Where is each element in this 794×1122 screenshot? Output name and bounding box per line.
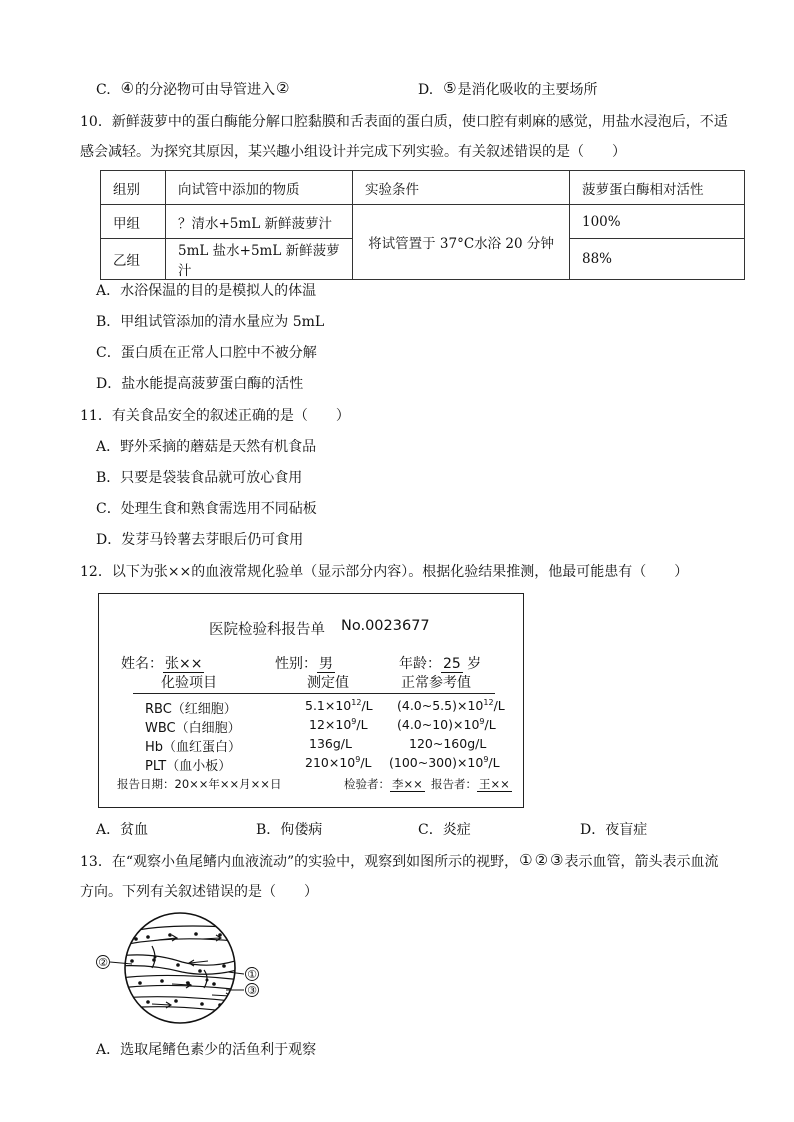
- reporter-label: 报告者：: [431, 777, 477, 791]
- figure-label-3: ③: [247, 984, 257, 997]
- table-cell-activity: 88%: [570, 239, 745, 280]
- report-item-name: Hb（血红蛋白）: [145, 740, 242, 755]
- q12-option-d: D．夜盲症: [580, 822, 648, 838]
- q11-stem: 11．有关食品安全的叙述正确的是（ ）: [80, 408, 350, 424]
- label-line-2: [110, 962, 132, 964]
- report-item-value: $210\times 10^9/L$: [305, 754, 372, 770]
- report-item-ref: 120~160g/L: [409, 736, 487, 751]
- report-item-ref: $(100\sim 300)\times 10^9/L$: [389, 754, 500, 770]
- q13-stem-line1: 13．在“观察小鱼尾鳍内血液流动”的实验中，观察到如图所示的视野，① ② ③表示血管，箭头表示血流: [80, 851, 719, 870]
- table-header-cell: 实验条件: [353, 171, 570, 205]
- report-divider: [133, 693, 495, 694]
- lab-report-card: [98, 593, 524, 808]
- report-date: 报告日期：20××年××月××日: [117, 777, 282, 791]
- report-item-ref: $(4.0\sim 10)\times 10^9/L$: [397, 716, 496, 732]
- patient-age-field: [399, 653, 481, 673]
- q10-option-b: B．甲组试管添加的清水量应为 5mL: [96, 314, 325, 330]
- name-label: 姓名：: [121, 656, 163, 672]
- inspector-name: 李××: [392, 777, 423, 791]
- table-cell-condition: 将试管置于 37°C水浴 20 分钟: [353, 205, 570, 280]
- report-item-ref: $(4.0\sim 5.5)\times 10^{12}/L$: [397, 697, 505, 713]
- q10-option-a: A．水浴保温的目的是模拟人的体温: [96, 283, 317, 299]
- report-item-name: PLT（血小板）: [145, 759, 232, 774]
- q10-option-d: D．盐水能提高菠萝蛋白酶的活性: [96, 376, 304, 392]
- q9-option-c: C. ④的分泌物可由导管进入②: [96, 79, 290, 98]
- experiment-table: [100, 170, 745, 280]
- table-header-row: [101, 171, 745, 205]
- microscope-view-figure: [92, 912, 272, 1024]
- table-row: [101, 205, 745, 239]
- report-item-value: $5.1\times 10^{12}/L$: [305, 697, 373, 713]
- q10-option-c: C．蛋白质在正常人口腔中不被分解: [96, 345, 317, 361]
- table-cell-substance: ？清水+5mL 新鲜菠萝汁: [166, 205, 353, 239]
- field-of-view-circle: [125, 913, 235, 1023]
- table-cell-activity: 100%: [570, 205, 745, 239]
- table-header-cell: 向试管中添加的物质: [166, 171, 353, 205]
- report-title: 医院检验科报告单: [209, 622, 325, 638]
- q9-option-d: D. ⑤是消化吸收的主要场所: [418, 79, 598, 98]
- patient-sex: 男: [319, 656, 333, 672]
- reporter-name: 王××: [479, 777, 510, 791]
- table-header-cell: 组别: [101, 171, 166, 205]
- q10-stem-line1: 10．新鲜菠萝中的蛋白酶能分解口腔黏膜和舌表面的蛋白质，使口腔有刺麻的感觉，用盐水浸泡后，不适: [80, 114, 728, 130]
- q12-option-c: C．炎症: [418, 822, 471, 838]
- figure-label-2: ②: [98, 956, 108, 969]
- table-cell-group: 乙组: [101, 239, 166, 280]
- col-ref-header: 正常参考值: [401, 675, 471, 691]
- patient-age: 25: [443, 656, 461, 672]
- reporter-field: [431, 776, 512, 792]
- q13-option-a: A．选取尾鳍色素少的活鱼利于观察: [96, 1042, 317, 1058]
- table-cell-substance: 5mL 盐水+5mL 新鲜菠萝汁: [166, 239, 353, 280]
- q11-option-b: B．只要是袋装食品就可放心食用: [96, 470, 303, 486]
- sex-label: 性别：: [275, 656, 317, 672]
- q11-option-a: A．野外采摘的蘑菇是天然有机食品: [96, 439, 317, 455]
- patient-name: 张××: [165, 656, 203, 672]
- report-item-name: WBC（白细胞）: [145, 721, 241, 736]
- report-item-value: $12\times 10^9/L$: [309, 716, 368, 732]
- col-value-header: 测定值: [307, 675, 349, 691]
- age-unit: 岁: [467, 656, 482, 672]
- inspector-label: 检验者：: [344, 777, 390, 791]
- report-item-value: 136g/L: [309, 736, 352, 751]
- inspector-field: [344, 776, 425, 792]
- report-item-name: RBC（红细胞）: [145, 702, 237, 717]
- col-item-header: 化验项目: [161, 675, 217, 691]
- q12-option-b: B．佝偻病: [256, 822, 323, 838]
- q12-option-a: A．贫血: [96, 822, 149, 838]
- q13-stem-line2: 方向。下列有关叙述错误的是（ ）: [80, 884, 318, 900]
- report-number: No.0023677: [341, 618, 430, 634]
- q10-stem-line2: 感会减轻。为探究其原因，某兴趣小组设计并完成下列实验。有关叙述错误的是（ ）: [80, 144, 626, 160]
- patient-name-field: [121, 653, 204, 673]
- table-header-cell: 菠萝蛋白酶相对活性: [570, 171, 745, 205]
- patient-sex-field: [275, 653, 335, 673]
- table-cell-group: 甲组: [101, 205, 166, 239]
- label-line-1: [228, 972, 244, 974]
- q12-stem: 12．以下为张××的血液常规化验单（显示部分内容）。根据化验结果推测，他最可能患有（ ）: [80, 564, 689, 580]
- q11-option-d: D．发芽马铃薯去芽眼后仍可食用: [96, 532, 304, 548]
- figure-label-1: ①: [247, 968, 257, 981]
- q11-option-c: C．处理生食和熟食需选用不同砧板: [96, 501, 317, 517]
- age-label: 年龄：: [399, 656, 441, 672]
